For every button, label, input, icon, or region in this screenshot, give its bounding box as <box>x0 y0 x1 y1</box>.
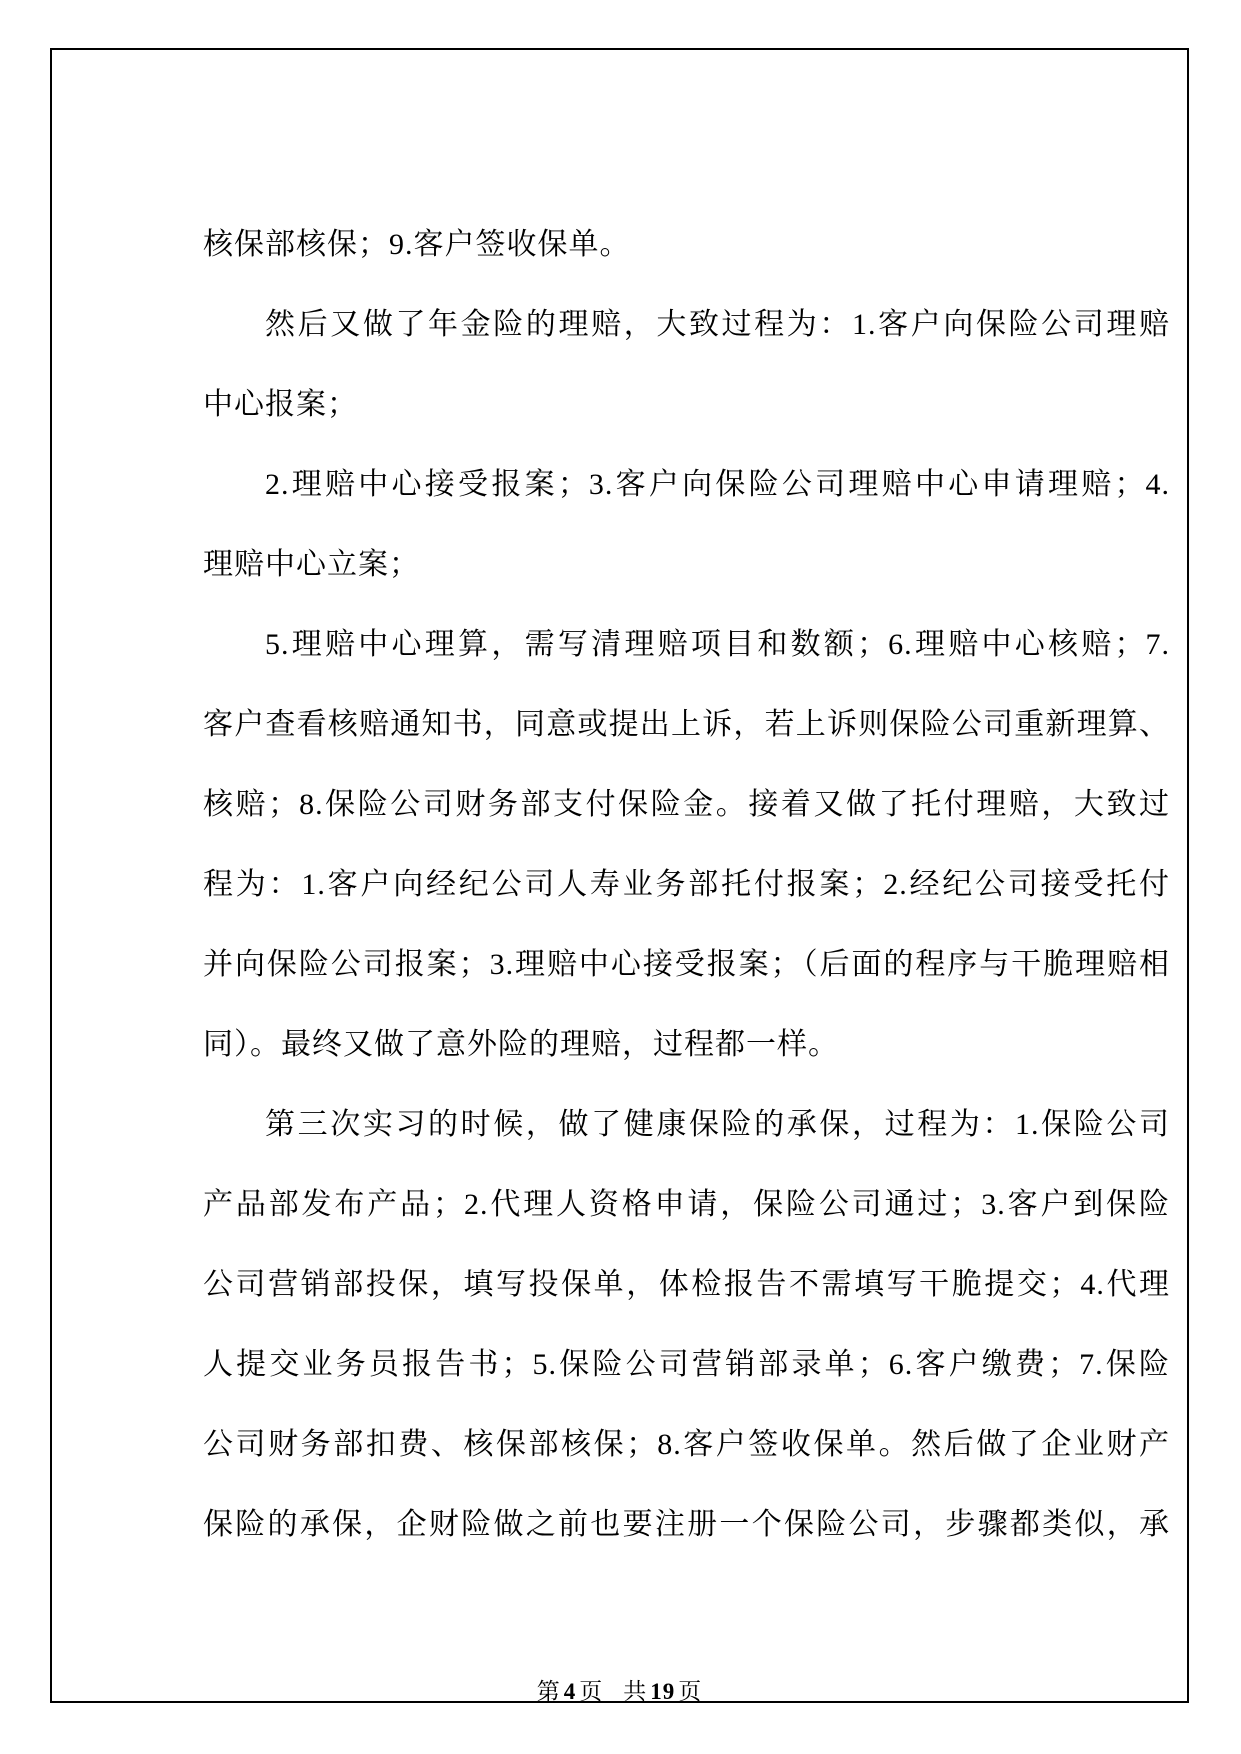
text-line: 客户查看核赔通知书，同意或提出上诉，若上诉则保险公司重新理算、 <box>203 708 1170 741</box>
footer-total-pages: 19 <box>650 1679 676 1704</box>
text-line: 程为：1.客户向经纪公司人寿业务部托付报案；2.经纪公司接受托付 <box>203 868 1170 901</box>
text-line: 并向保险公司报案；3.理赔中心接受报案；（后面的程序与干脆理赔相 <box>203 948 1170 981</box>
text-line: 人提交业务员报告书；5.保险公司营销部录单；6.客户缴费；7.保险 <box>203 1348 1170 1381</box>
footer-page-number: 4 <box>563 1679 577 1704</box>
page-border <box>50 48 1189 1703</box>
text-line: 公司财务部扣费、核保部核保；8.客户签收保单。然后做了企业财产 <box>203 1428 1170 1461</box>
text-line: 5.理赔中心理算，需写清理赔项目和数额；6.理赔中心核赔；7. <box>265 628 1170 661</box>
text-line: 核保部核保；9.客户签收保单。 <box>203 228 631 261</box>
document-text-block <box>203 205 1170 1565</box>
footer-page-suffix: 页 <box>579 1679 604 1704</box>
text-line: 保险的承保，企财险做之前也要注册一个保险公司，步骤都类似，承 <box>203 1508 1170 1541</box>
text-line: 核赔；8.保险公司财务部支付保险金。接着又做了托付理赔，大致过 <box>203 788 1170 821</box>
text-line: 公司营销部投保，填写投保单，体检报告不需填写干脆提交；4.代理 <box>203 1268 1170 1301</box>
footer-total-prefix: 共 <box>623 1679 648 1704</box>
footer-page-prefix: 第 <box>536 1679 561 1704</box>
text-line: 同）。最终又做了意外险的理赔，过程都一样。 <box>203 1028 839 1061</box>
text-line: 第三次实习的时候，做了健康保险的承保，过程为：1.保险公司 <box>265 1108 1170 1141</box>
text-line: 中心报案； <box>203 388 358 421</box>
page-footer <box>52 1675 1187 1709</box>
text-line: 然后又做了年金险的理赔，大致过程为：1.客户向保险公司理赔 <box>265 308 1170 341</box>
footer-total-suffix: 页 <box>678 1679 703 1704</box>
text-line: 产品部发布产品；2.代理人资格申请，保险公司通过；3.客户到保险 <box>203 1188 1170 1221</box>
text-line: 2.理赔中心接受报案；3.客户向保险公司理赔中心申请理赔；4. <box>265 468 1170 501</box>
text-line: 理赔中心立案； <box>203 548 420 581</box>
